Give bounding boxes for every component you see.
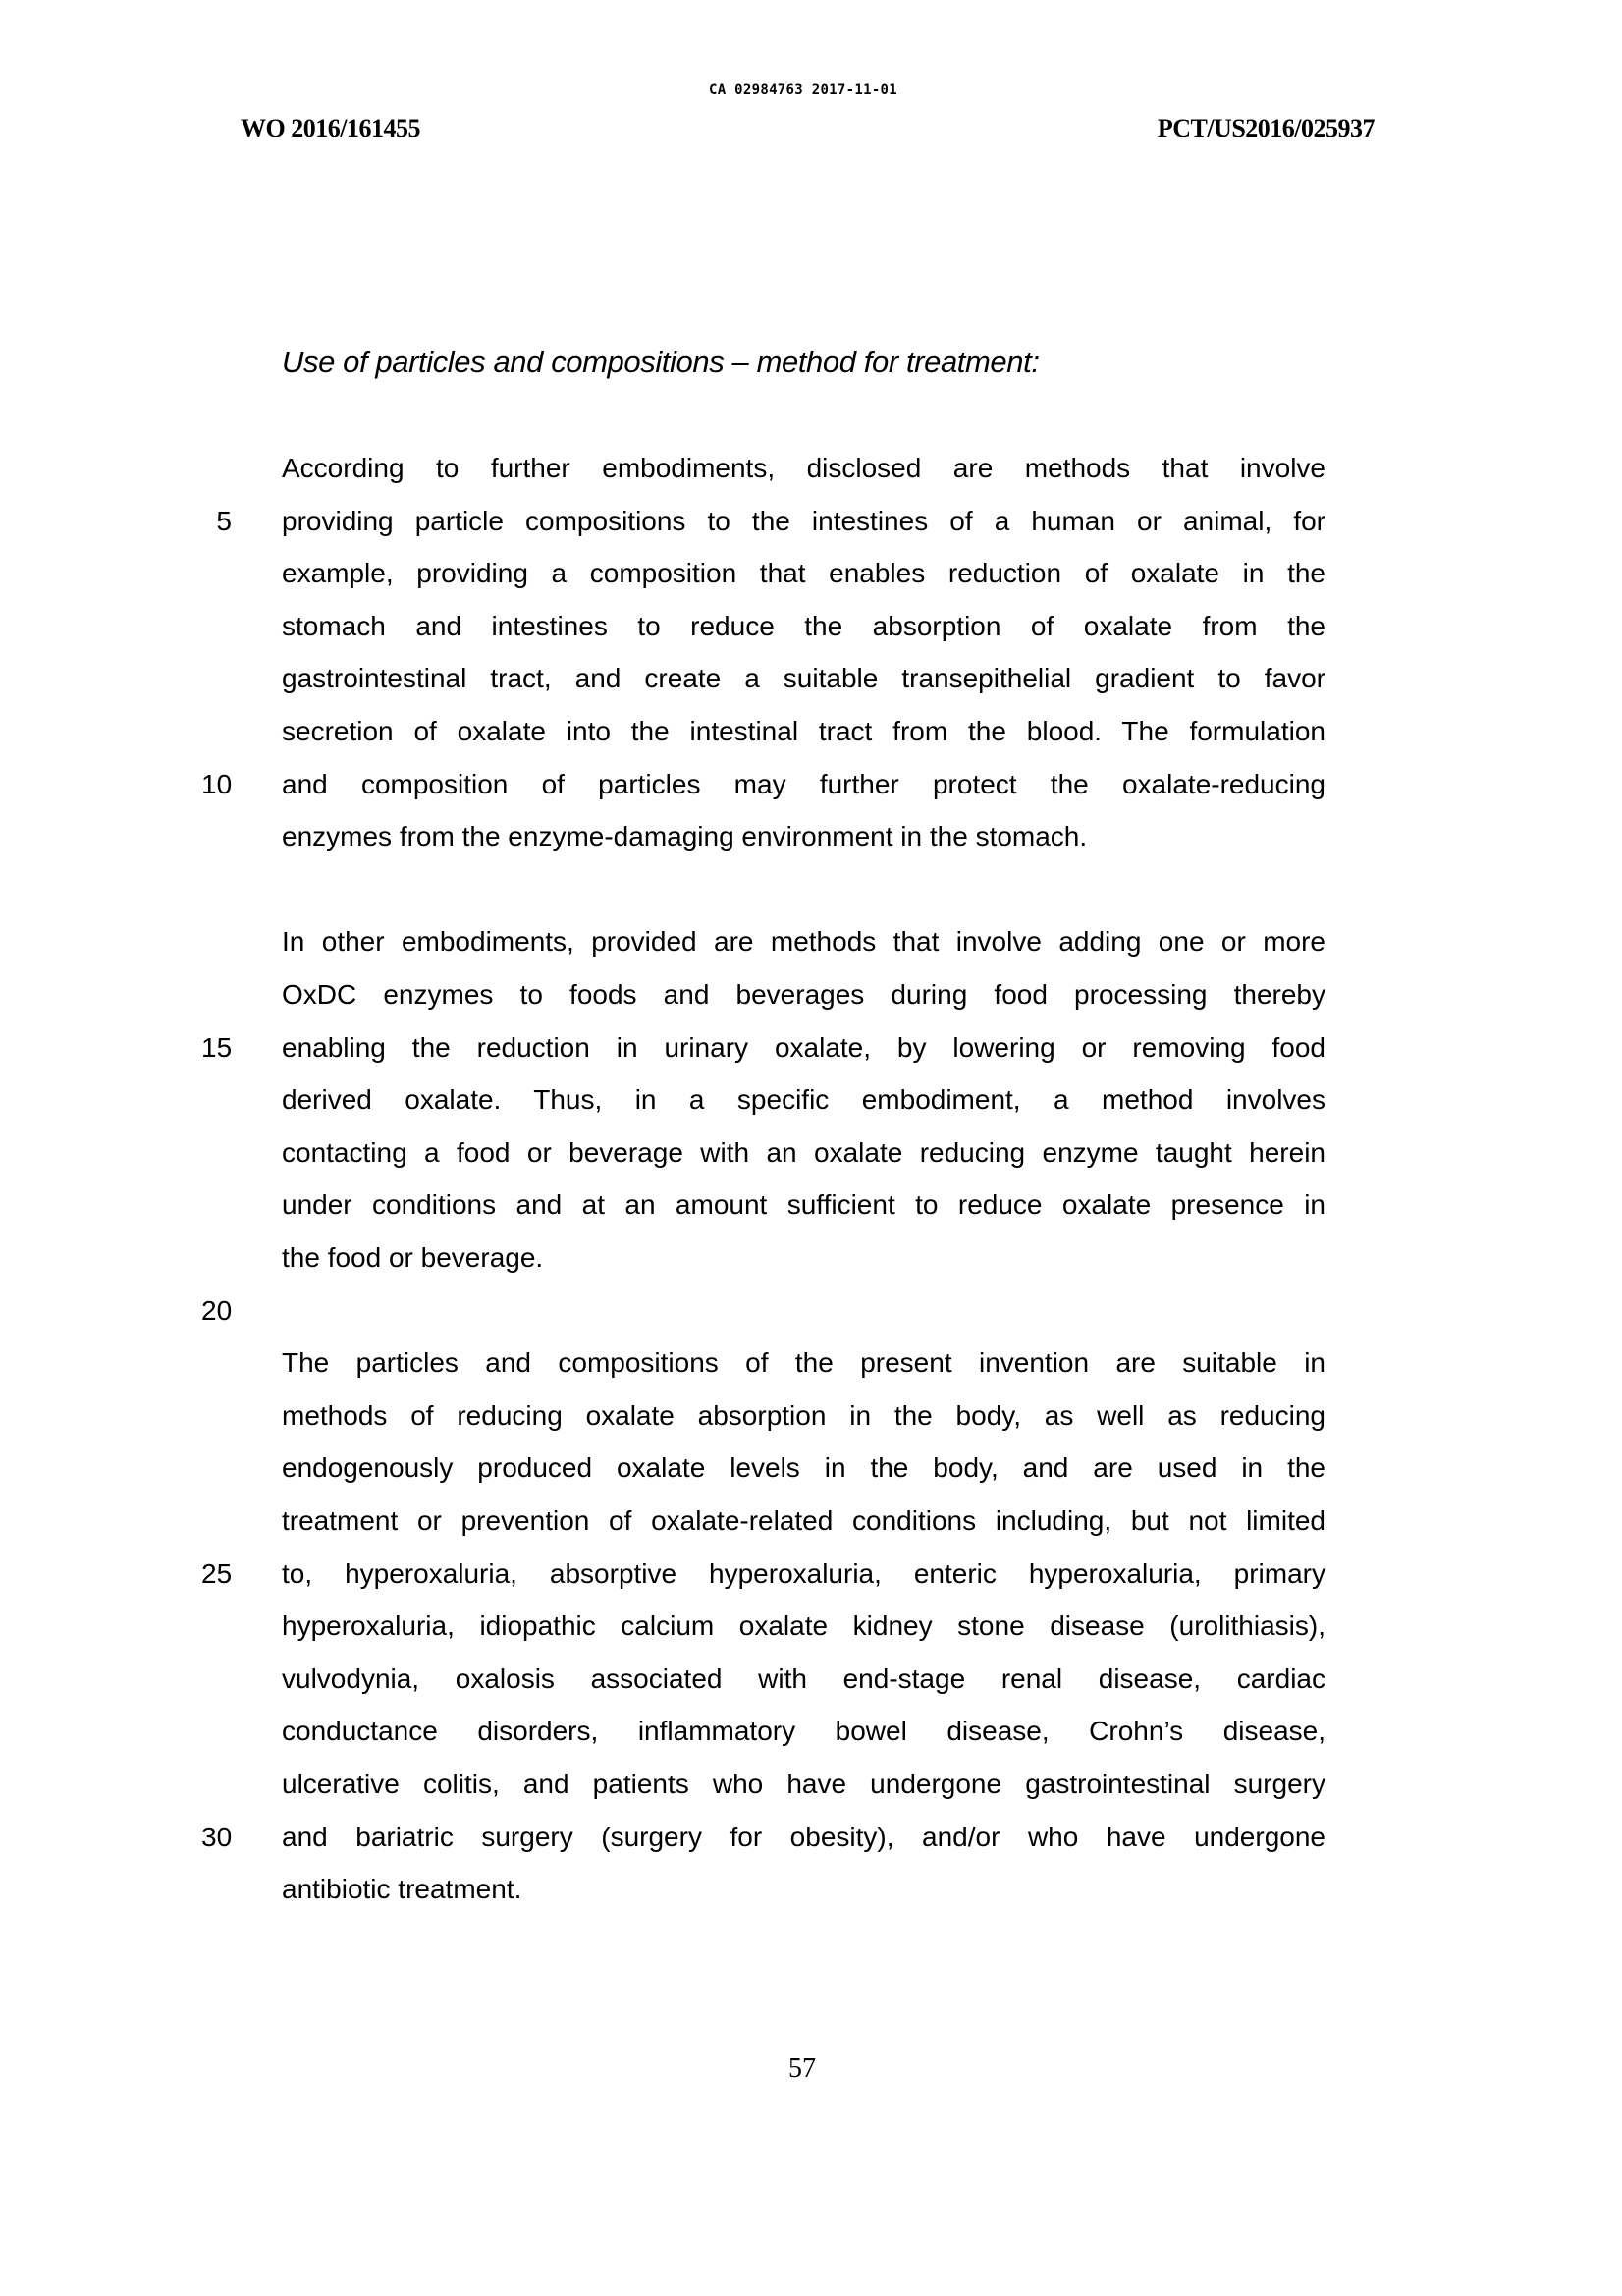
application-number: PCT/US2016/025937 [1157, 114, 1375, 142]
text-line: conductance disorders, inflammatory bowel disease, Crohn’s disease, [282, 1716, 1325, 1747]
text-line: treatment or prevention of oxalate-related conditions including, but not limited [282, 1505, 1325, 1536]
text-line: antibiotic treatment. [282, 1874, 522, 1905]
line-number: 5 [216, 505, 232, 536]
page-number: 57 [788, 2053, 816, 2084]
section-heading: Use of particles and compositions – method for treatment: [282, 345, 1040, 379]
text-line: contacting a food or beverage with an oxalate reducing enzyme taught herein [282, 1136, 1325, 1168]
text-line: methods of reducing oxalate absorption in the body, as well as reducing [282, 1399, 1325, 1431]
text-line: endogenously produced oxalate levels in the body, and are used in the [282, 1452, 1325, 1484]
line-number: 25 [201, 1558, 233, 1589]
text-line: enzymes from the enzyme-damaging environment in the stomach. [282, 821, 1088, 852]
text-line: According to further embodiments, disclosed are methods that involve [282, 453, 1325, 483]
line-number: 20 [201, 1294, 233, 1326]
line-number: 30 [201, 1821, 233, 1852]
text-line: and composition of particles may further protect the oxalate-reducing [282, 768, 1325, 799]
ca-filing-stamp: CA 02984763 2017-11-01 [708, 82, 898, 98]
text-line: enabling the reduction in urinary oxalate, by lowering or removing food [282, 1031, 1325, 1063]
text-line: In other embodiments, provided are methods that involve adding one or more [282, 926, 1325, 957]
text-line: The particles and compositions of the present invention are suitable in [282, 1347, 1325, 1379]
line-number: 10 [201, 768, 233, 799]
text-line: the food or beverage. [282, 1242, 544, 1273]
text-line: under conditions and at an amount sufficient to reduce oxalate presence in [282, 1189, 1325, 1221]
text-line: ulcerative colitis, and patients who have undergone gastrointestinal surgery [282, 1769, 1325, 1799]
text-line: example, providing a composition that enables reduction of oxalate in the [282, 558, 1325, 589]
text-line: providing particle compositions to the intestines of a human or animal, for [282, 505, 1325, 536]
text-line: to, hyperoxaluria, absorptive hyperoxaluria, enteric hyperoxaluria, primary [282, 1558, 1325, 1589]
text-line: derived oxalate. Thus, in a specific embodiment, a method involves [282, 1084, 1325, 1116]
text-line: hyperoxaluria, idiopathic calcium oxalate kidney stone disease (urolithiasis), [282, 1611, 1325, 1642]
text-line: secretion of oxalate into the intestinal tract from the blood. The formulation [282, 716, 1325, 746]
text-line: OxDC enzymes to foods and beverages during food processing thereby [282, 979, 1325, 1010]
text-line: gastrointestinal tract, and create a suitable transepithelial gradient to favor [282, 663, 1325, 694]
publication-number: WO 2016/161455 [241, 114, 420, 142]
text-line: stomach and intestines to reduce the absorption of oxalate from the [282, 610, 1325, 641]
line-number: 15 [201, 1031, 233, 1063]
text-line: vulvodynia, oxalosis associated with end-stage renal disease, cardiac [282, 1663, 1325, 1694]
text-line: and bariatric surgery (surgery for obesity), and/or who have undergone [282, 1821, 1325, 1852]
